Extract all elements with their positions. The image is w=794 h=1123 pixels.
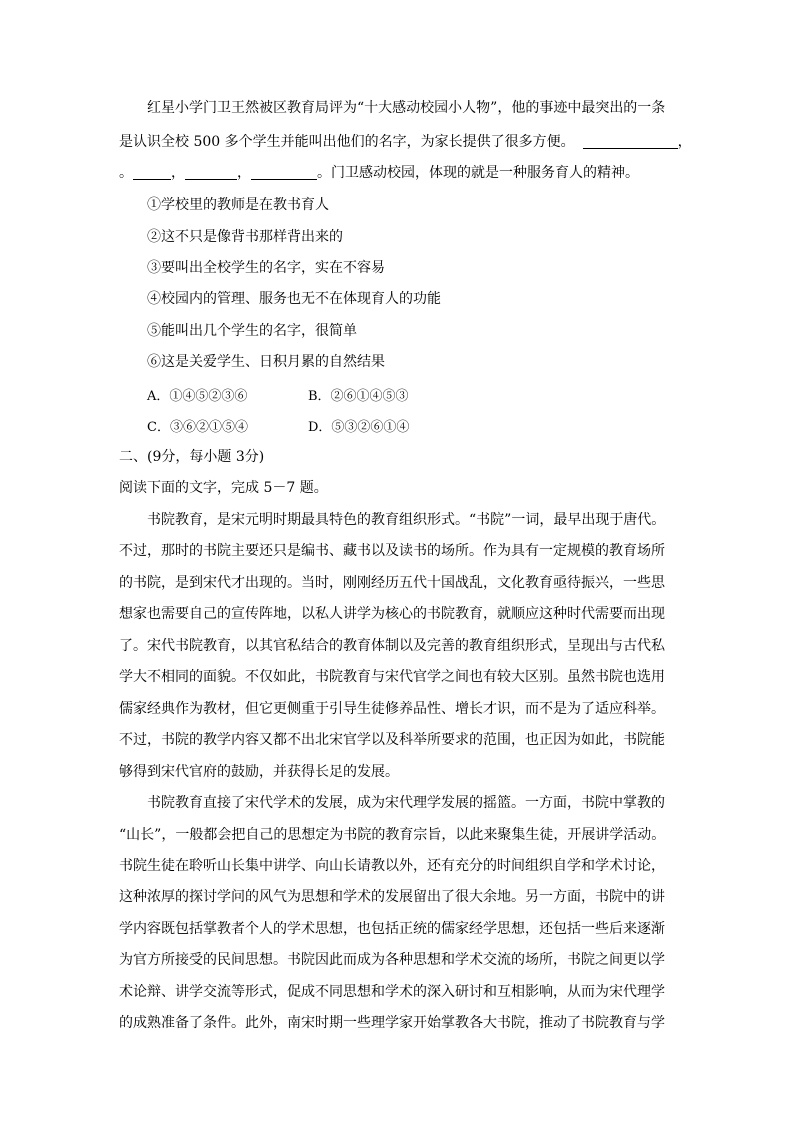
- blank-punctuation: ，: [237, 165, 251, 181]
- passage-line: 书院教育，是宋元明时期最具特色的教育组织形式。“书院”一词，最早出现于唐代。: [147, 512, 666, 528]
- passage-line: 的成熟准备了条件。此外，南宋时期一些理学家开始掌教各大书院，推动了书院教育与学: [119, 1015, 665, 1031]
- answer-blank-3[interactable]: [185, 165, 237, 180]
- passage-line: 术论辩、讲学交流等形式，促成不同思想和学术的深入研讨和互相影响，从而为宋代理学: [119, 984, 665, 1000]
- question-stem-tail: 。门卫感动校园，体现的就是一种服务育人的精神。: [317, 165, 639, 181]
- question-stem-line-3: [119, 164, 679, 182]
- passage-line: 为官方所接受的民间思想。书院因此而成为各种思想和学术交流的场所，书院之间更以学: [119, 952, 665, 968]
- passage-line: 书院教育直接了宋代学术的发展，成为宋代理学发展的摇篮。一方面，书院中掌教的: [147, 795, 665, 811]
- answer-blank-4[interactable]: [251, 165, 317, 180]
- question-stem-line-1: 红星小学门卫王然被区教育局评为“十大感动校园小人物”，他的事迹中最突出的一条: [147, 100, 666, 116]
- passage-line: 这种浓厚的探讨学问的风气为思想和学术的发展留出了很大余地。另一方面，书院中的讲: [119, 889, 665, 905]
- passage-line: 够得到宋代官府的鼓励，并获得长足的发展。: [119, 764, 399, 780]
- passage-line: 书院生徒在聆听山长集中讲学、向山长请教以外，还有充分的时间组织自学和学术讨论，: [119, 858, 665, 874]
- question-stem-line-2: [119, 133, 692, 151]
- blank-punctuation: 。: [119, 165, 133, 181]
- choice-a[interactable]: A．①④⑤②③⑥: [147, 389, 248, 404]
- passage-line: 了。宋代书院教育，以其官私结合的教育体制以及完善的教育组织形式，呈现出与古代私: [119, 638, 665, 654]
- choice-d[interactable]: D．⑤③②⑥①④: [308, 420, 410, 435]
- passage-line: 的书院，是到宋代才出现的。当时，刚刚经历五代十国战乱，文化教育亟待振兴，一些思: [119, 575, 665, 591]
- passage-line: 不过，那时的书院主要还只是编书、藏书以及读书的场所。作为具有一定规模的教育场所: [119, 543, 665, 559]
- passage-line: 不过，书院的教学内容又都不出北宋官学以及科举所要求的范围，也正因为如此，书院能: [119, 732, 665, 748]
- passage-line: 学内容既包括掌教者个人的学术思想，也包括正统的儒家经学思想，还包括一些后来逐渐: [119, 921, 665, 937]
- passage-line: 想家也需要自己的宣传阵地，以私人讲学为核心的书院教育，就顺应这种时代需要而出现: [119, 606, 665, 622]
- answer-blank-2[interactable]: [133, 165, 171, 180]
- passage-line: 学大不相同的面貌。不仅如此，书院教育与宋代官学之间也有较大区别。虽然书院也选用: [119, 669, 665, 685]
- sentence-item-5: ⑤能叫出几个学生的名字，很简单: [147, 323, 357, 339]
- choice-b[interactable]: B．②⑥①④⑤③: [308, 389, 409, 404]
- section-heading: 二、(9分，每小题 3分): [119, 449, 265, 465]
- passage-line: “山长”，一般都会把自己的思想定为书院的教育宗旨，以此来聚集生徒，开展讲学活动。: [119, 827, 666, 843]
- sentence-item-2: ②这不只是像背书那样背出来的: [147, 229, 343, 245]
- sentence-item-6: ⑥这是关爱学生、日积月累的自然结果: [147, 354, 385, 370]
- passage-line: 儒家经典作为教材，但它更侧重于引导生徒修养品性、增长才识，而不是为了适应科举。: [119, 701, 665, 717]
- sentence-item-4: ④校园内的管理、服务也无不在体现育人的功能: [147, 291, 441, 307]
- blank-punctuation: ，: [171, 165, 185, 181]
- choice-c[interactable]: C．③⑥②①⑤④: [147, 420, 248, 435]
- answer-blank-1[interactable]: [583, 134, 678, 149]
- question-stem-text: 是认识全校 500 多个学生并能叫出他们的名字，为家长提供了很多方便。: [119, 134, 575, 150]
- blank-punctuation: ，: [677, 134, 692, 150]
- sentence-item-3: ③要叫出全校学生的名字，实在不容易: [147, 260, 385, 276]
- section-instruction: 阅读下面的文字，完成 5－7 题。: [119, 480, 328, 496]
- sentence-item-1: ①学校里的教师是在教书育人: [147, 197, 329, 213]
